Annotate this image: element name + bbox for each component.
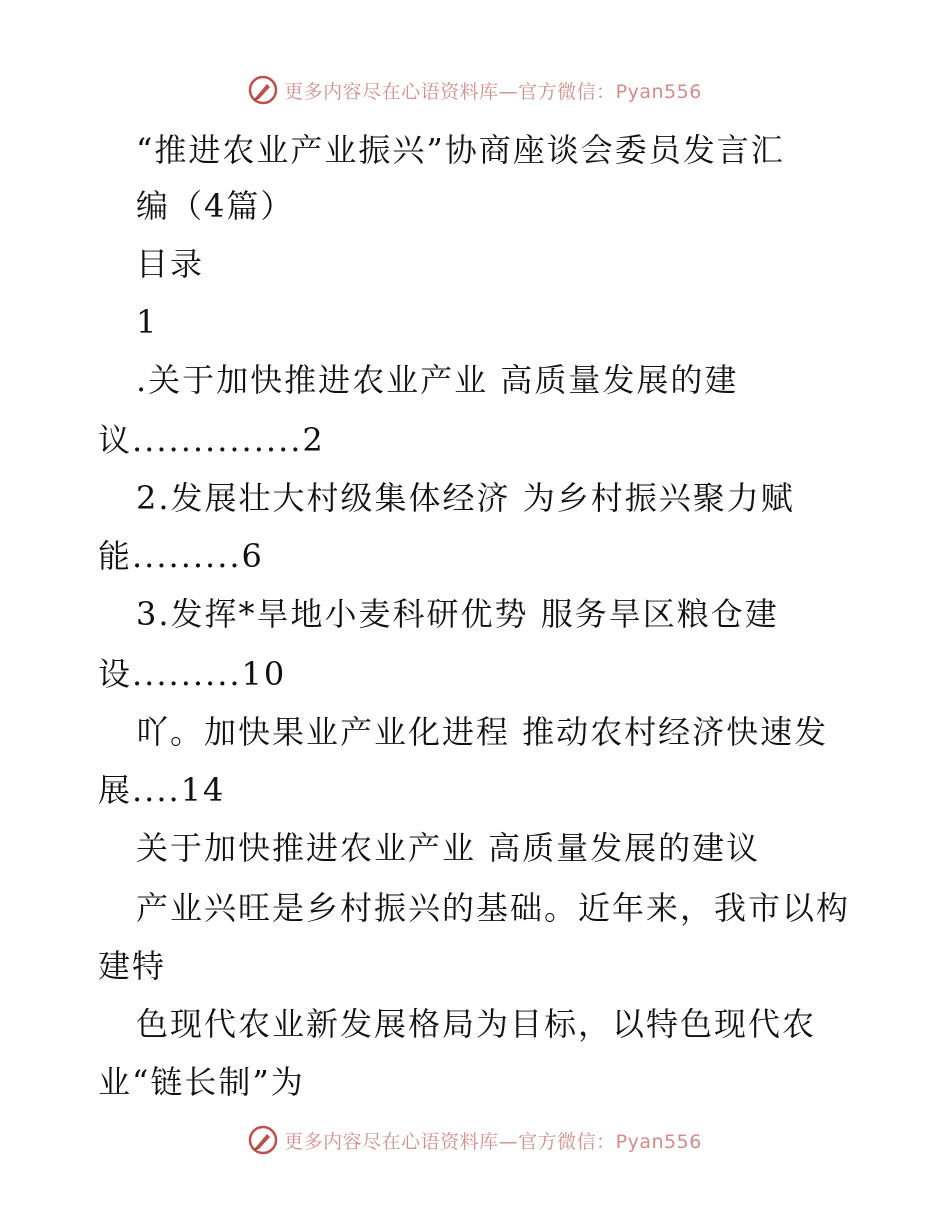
toc-item-2: 2.发展壮大村级集体经济 为乡村振兴聚力赋 [136, 479, 795, 517]
paragraph-line-3: 色现代农业新发展格局为目标，以特色现代农 [136, 1005, 817, 1043]
toc-item-3-cont: 设.........10 [98, 655, 287, 693]
toc-item-2-cont: 能.........6 [98, 537, 264, 575]
section-heading: 关于加快推进农业产业 高质量发展的建议 [136, 829, 761, 867]
toc-item-4-cont: 展....14 [98, 771, 226, 809]
pen-logo-icon [248, 1125, 278, 1155]
toc-item-1: .关于加快推进农业产业 高质量发展的建 [136, 361, 739, 399]
toc-number: 1 [136, 303, 159, 341]
watermark-text: 更多内容尽在心语资料库—官方微信：Pyan556 [284, 80, 702, 103]
doc-title-line-2: 编（4篇） [136, 187, 295, 225]
toc-item-3: 3.发挥*旱地小麦科研优势 服务旱区粮仓建 [136, 595, 779, 633]
paragraph-line-4: 业“链长制”为 [98, 1063, 305, 1101]
paragraph-line-2: 建特 [98, 947, 167, 985]
toc-item-1-cont: 议..............2 [98, 421, 325, 459]
watermark-footer [0, 1120, 950, 1160]
toc-item-4: 吖。加快果业产业化进程 推动农村经济快速发 [136, 713, 829, 751]
doc-title-line-1: “推进农业产业振兴”协商座谈会委员发言汇 [136, 131, 785, 169]
watermark-text: 更多内容尽在心语资料库—官方微信：Pyan556 [284, 1130, 702, 1153]
paragraph-line-1: 产业兴旺是乡村振兴的基础。近年来，我市以构 [136, 889, 851, 927]
toc-heading: 目录 [136, 245, 205, 283]
